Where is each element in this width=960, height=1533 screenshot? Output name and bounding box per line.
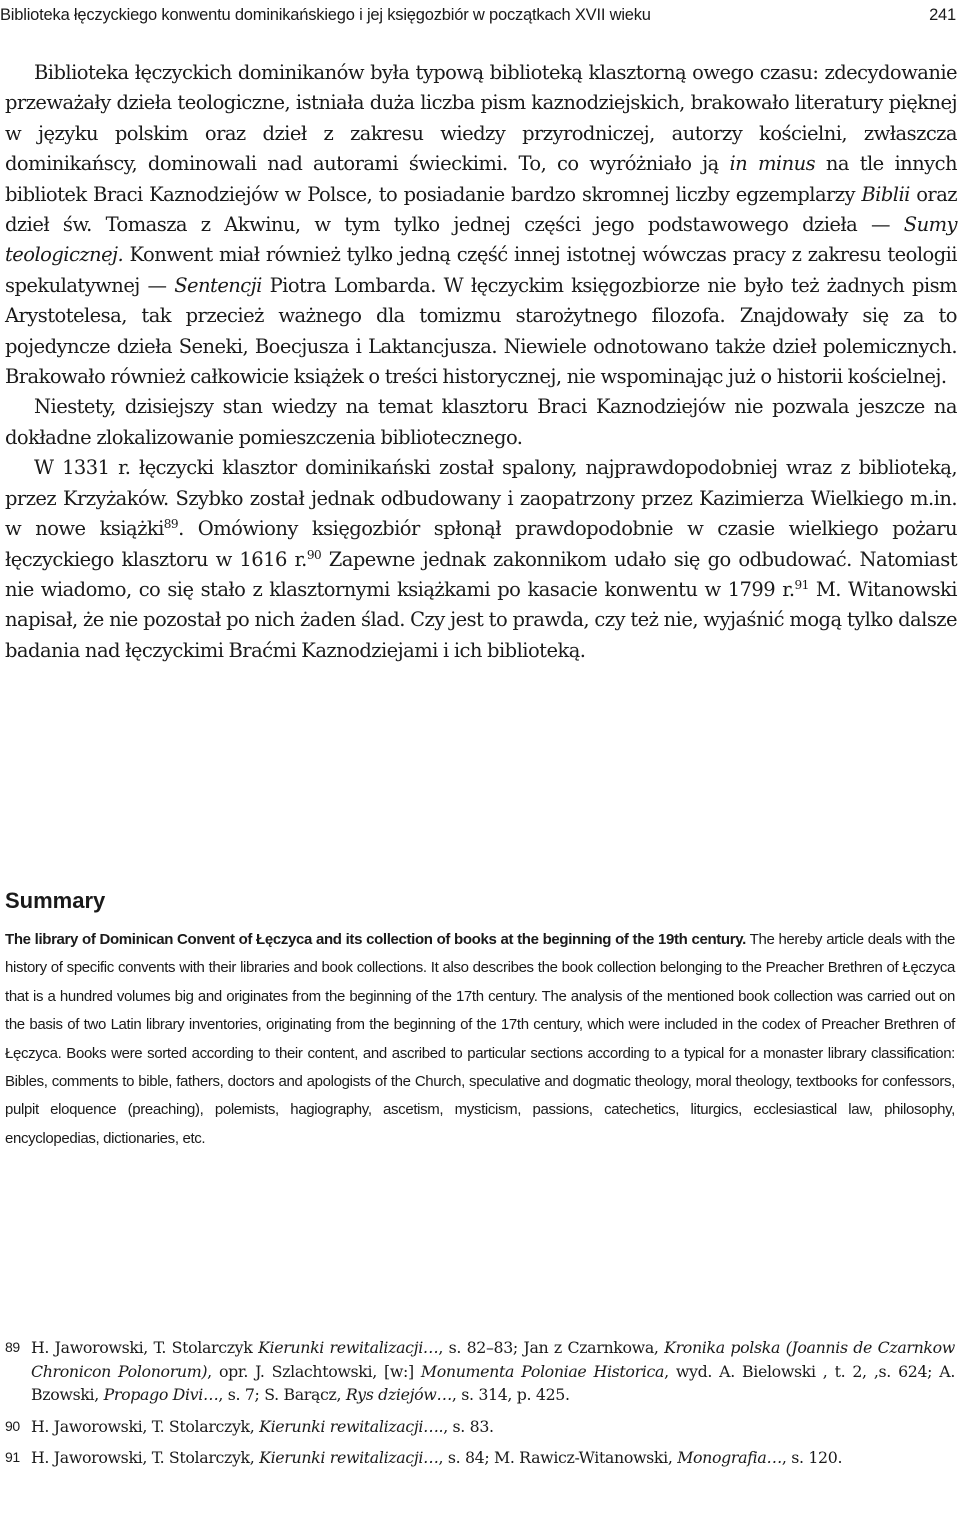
text-run: Biblioteka łęczyckich dominikanów była typową biblioteką klasztorną owego czasu: zdecydowanie przeważały dzieła teologiczne, istniała duża liczba pism kaznodziejskich, brakowało literatury pięknej w języku polskim oraz dzieł z zakresu wiedzy przyrodniczej, autorzy kościelni, zwłaszcza dominikańscy, dominowali nad autorami świeckimi. To, co wyróżniało ją <box>5 61 957 176</box>
paragraph-3 <box>5 453 957 666</box>
footnote-90 <box>5 1415 955 1439</box>
text-run: H. Jaworowski, T. Stolarczyk <box>31 1338 259 1357</box>
text-run: Zapewne jednak zakonnikom udało się go odbudować. Natomiast nie wiadomo, co się stało z klasztornymi książkami po kasacie konwentu w 1799 r. <box>5 547 957 601</box>
italic-title: Biblii <box>861 182 910 206</box>
footnote-number: 90 <box>5 1417 20 1434</box>
text-run: H. Jaworowski, T. Stolarczyk, <box>31 1416 260 1436</box>
text-run: , opr. J. Szlachtowski, [w:] <box>207 1361 421 1381</box>
text-run: Piotra Lombarda. W łęczyckim księgozbiorze nie było też żadnych pism Arystotelesa, tak przecież ważnego dla tomizmu starożytnego filozofa. Znajdowały się za to pojedyncze dzieła Seneki, Boecjusza i Laktancjusza. Niewiele odnotowano także dzieł polemicznych. Brakowało również całkowicie książek o treści historycznej, nie wspominając już o historii kościelnej. <box>5 273 957 389</box>
text-run: oraz dzieł św. Tomasza z Akwinu, w tym tylko jednej części jego podstawowego dzieła — <box>5 182 957 237</box>
italic-title: Kronika polska (Joannis de Czarnkow Chronicon Polonorum) <box>31 1338 955 1381</box>
text-run: . Omówiony księgozbiór spłonął prawdopodobnie w czasie wielkiego pożaru łęczyckiego klasztoru w 1616 r. <box>5 517 957 571</box>
text-run: H. Jaworowski, T. Stolarczyk, <box>31 1448 260 1467</box>
summary-body: The hereby article deals with the history of specific convents with their libraries and book collections. It also describes the book collection belonging to the Preacher Brethren of Łęczyca that is a hundred volumes big and originates from the beginning of the 17th century. The analysis of the mentioned book collection was carried out on the basis of two Latin library inventories, originating from the beginning of the 17th century, which were included in the codex of Preacher Brethren of Łęczyca. Books were sorted according to their content, and ascribed to particular sections according to a typical for a monaster library classification: Bibles, comments to bible, fathers, doctors and apologists of the Church, speculative and dogmatic theology, moral theology, textbooks for confessors, pulpit eloquence (preaching), polemists, hagiography, ascetism, mysticism, passions, catechetics, liturgics, ecclesiastical law, philosophy, encyclopedias, dictionaries, etc. <box>5 931 955 1147</box>
summary-heading: Summary <box>5 888 106 913</box>
text-run: , s. 120. <box>781 1448 843 1467</box>
summary-text <box>5 926 955 1153</box>
paragraph-1 <box>5 58 957 392</box>
paragraph-2: Niestety, dzisiejszy stan wiedzy na temat klasztoru Braci Kaznodziejów nie pozwala jeszcze na dokładne zlokalizowanie pomieszczenia bibliotecznego. <box>5 395 957 449</box>
text-run: , s. 83. <box>443 1416 494 1436</box>
footnote-ref-89[interactable]: 89 <box>163 516 179 531</box>
running-title: Biblioteka łęczyckiego konwentu dominikańskiego i jej księgozbiór w początkach XVII wieku <box>0 5 651 24</box>
italic-title: Monografia… <box>677 1448 782 1467</box>
italic-title: Sumy teologicznej. <box>5 213 957 267</box>
italic-term: in minus <box>729 152 816 176</box>
italic-title: Monumenta Poloniae Historica <box>420 1361 665 1381</box>
footnote-text <box>31 1415 955 1439</box>
italic-title: Propago Divi… <box>103 1385 219 1404</box>
text-run: , wyd. A. Bielowski , t. 2, ,s. 624; A. Bzowski, <box>31 1361 955 1404</box>
footnote-91 <box>5 1446 955 1470</box>
main-text <box>5 58 957 666</box>
footnote-number: 91 <box>5 1449 20 1465</box>
text-run: , s. 7; S. Barącz, <box>218 1385 346 1404</box>
footnote-ref-91[interactable]: 91 <box>794 577 809 592</box>
footnote-text <box>31 1336 955 1407</box>
summary-lead: The library of Dominican Convent of Łęczyca and its collection of books at the beginning of the 19th century. <box>5 931 746 948</box>
italic-title: Kierunki rewitalizacji… <box>259 1448 439 1467</box>
text-run: , s. 82–83; Jan z Czarnkowa, <box>438 1338 665 1357</box>
text-run: , s. 84; M. Rawicz-Witanowski, <box>438 1448 678 1467</box>
footnote-ref-90[interactable]: 90 <box>306 547 322 562</box>
footnote-text <box>31 1446 955 1470</box>
text-run: , s. 314, p. 425. <box>451 1385 570 1404</box>
text-run: na tle innych bibliotek Braci Kaznodziejów w Polsce, to posiadanie bardzo skromnej liczby egzemplarzy <box>5 152 957 206</box>
page-number: 241 <box>929 5 956 24</box>
footnote-number: 89 <box>5 1339 20 1355</box>
footnotes <box>5 1336 955 1478</box>
italic-title: Kierunki rewitalizacji…. <box>259 1416 444 1436</box>
text-run: M. Witanowski napisał, że nie pozostał po nich żaden ślad. Czy jest to prawda, czy też nie, wyjaśnić mogą tylko dalsze badania nad łęczyckimi Braćmi Kaznodziejami i ich biblioteką. <box>5 577 957 662</box>
text-run: Konwent miał również tylko jedną część innej istotnej wówczas pracy z zakresu teologii spekulatywnej — <box>5 243 957 297</box>
italic-title: Sentencji <box>174 273 262 297</box>
running-header <box>0 0 956 30</box>
footnote-89 <box>5 1336 955 1407</box>
italic-title: Kierunki rewitalizacji… <box>258 1338 439 1357</box>
italic-title: Rys dziejów… <box>345 1385 452 1404</box>
text-run: W 1331 r. łęczycki klasztor dominikański został spalony, najprawdopodobniej wraz z biblioteką, przez Krzyżaków. Szybko został jednak odbudowany i zaopatrzony przez Kazimierza Wielkiego m.in. w nowe książki <box>5 456 957 541</box>
